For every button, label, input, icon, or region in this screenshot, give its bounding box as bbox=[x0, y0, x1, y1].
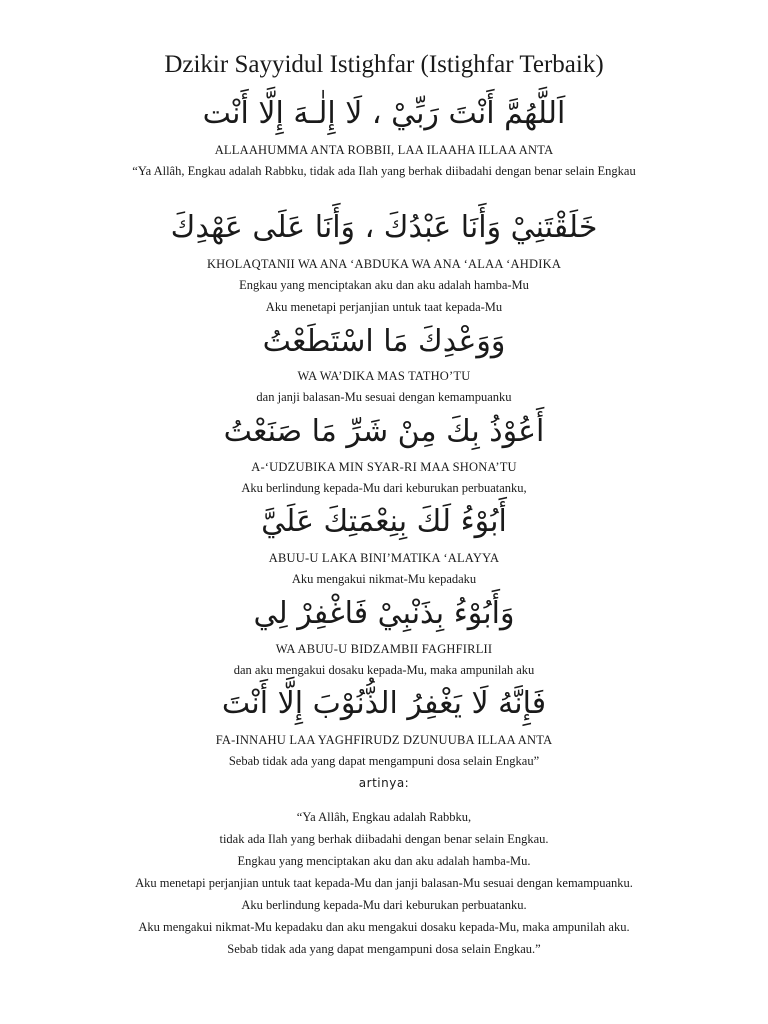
page-title: Dzikir Sayyidul Istighfar (Istighfar Terbaik) bbox=[164, 51, 604, 78]
meaning-line-3: Engkau yang menciptakan aku dan aku adalah hamba-Mu. bbox=[237, 854, 531, 868]
arabic-verse-1: اَللَّهُمَّ أَنْتَ رَبِّيْ ، لَا إِلٰـهَ إِلَّا أَنْت bbox=[202, 96, 566, 131]
translation-line-4-1: Aku berlindung kepada-Mu dari keburukan perbuatanku, bbox=[241, 481, 527, 495]
translation-line-3-1: dan janji balasan-Mu sesuai dengan kemampuanku bbox=[256, 390, 512, 404]
translation-line-6-1: dan aku mengakui dosaku kepada-Mu, maka ampunilah aku bbox=[233, 663, 535, 677]
transliteration-7: FA-INNAHU LAA YAGHFIRUDZ DZUNUUBA ILLAA ANTA bbox=[215, 733, 553, 747]
arabic-verse-7: فَإِنَّهُ لَا يَغْفِرُ الذُّنُوْبَ إِلَّا أَنْتَ bbox=[221, 686, 547, 721]
artinya-label: artinya: bbox=[358, 776, 410, 790]
translation-line-2-2: Aku menetapi perjanjian untuk taat kepada-Mu bbox=[265, 300, 503, 314]
transliteration-3: WA WA’DIKA MAS TATHO’TU bbox=[297, 369, 471, 383]
translation-line-2-1: Engkau yang menciptakan aku dan aku adalah hamba-Mu bbox=[239, 278, 529, 292]
meaning-line-6: Aku mengakui nikmat-Mu kepadaku dan aku mengakui dosaku kepada-Mu, maka ampunilah aku. bbox=[138, 920, 630, 934]
transliteration-1: ALLAAHUMMA ANTA ROBBII, LAA ILAAHA ILLAA ANTA bbox=[214, 143, 554, 157]
meaning-line-1: “Ya Allâh, Engkau adalah Rabbku, bbox=[296, 810, 472, 824]
meaning-line-5: Aku berlindung kepada-Mu dari keburukan perbuatanku. bbox=[241, 898, 527, 912]
translation-line-5-1: Aku mengakui nikmat-Mu kepadaku bbox=[291, 572, 477, 586]
meaning-line-7: Sebab tidak ada yang dapat mengampuni dosa selain Engkau.” bbox=[227, 942, 541, 956]
translation-line-1-1: “Ya Allâh, Engkau adalah Rabbku, tidak ada Ilah yang berhak diibadahi dengan benar selain Engkau bbox=[132, 164, 636, 178]
arabic-verse-4: أَعُوْذُ بِكَ مِنْ شَرِّ مَا صَنَعْتُ bbox=[223, 414, 545, 449]
arabic-verse-6: وَأَبُوْءُ بِذَنْبِيْ فَاغْفِرْ لِي bbox=[253, 596, 515, 631]
transliteration-6: WA ABUU-U BIDZAMBII FAGHFIRLII bbox=[275, 642, 493, 656]
translation-line-7-1: Sebab tidak ada yang dapat mengampuni dosa selain Engkau” bbox=[228, 754, 540, 768]
transliteration-5: ABUU-U LAKA BINI’MATIKA ‘ALAYYA bbox=[268, 551, 500, 565]
meaning-line-2: tidak ada Ilah yang berhak diibadahi dengan benar selain Engkau. bbox=[219, 832, 549, 846]
arabic-verse-3: وَوَعْدِكَ مَا اسْتَطَعْتُ bbox=[262, 324, 506, 359]
meaning-line-4: Aku menetapi perjanjian untuk taat kepada-Mu dan janji balasan-Mu sesuai dengan kemampuanku. bbox=[135, 876, 633, 890]
transliteration-4: A-‘UDZUBIKA MIN SYAR-RI MAA SHONA’TU bbox=[251, 460, 517, 474]
arabic-verse-5: أَبُوْءُ لَكَ بِنِعْمَتِكَ عَلَيَّ bbox=[261, 504, 507, 539]
transliteration-2: KHOLAQTANII WA ANA ‘ABDUKA WA ANA ‘ALAA ‘AHDIKA bbox=[206, 257, 562, 271]
arabic-verse-2: خَلَقْتَنِيْ وَأَنَا عَبْدُكَ ، وَأَنَا عَلَى عَهْدِكَ bbox=[170, 210, 598, 245]
